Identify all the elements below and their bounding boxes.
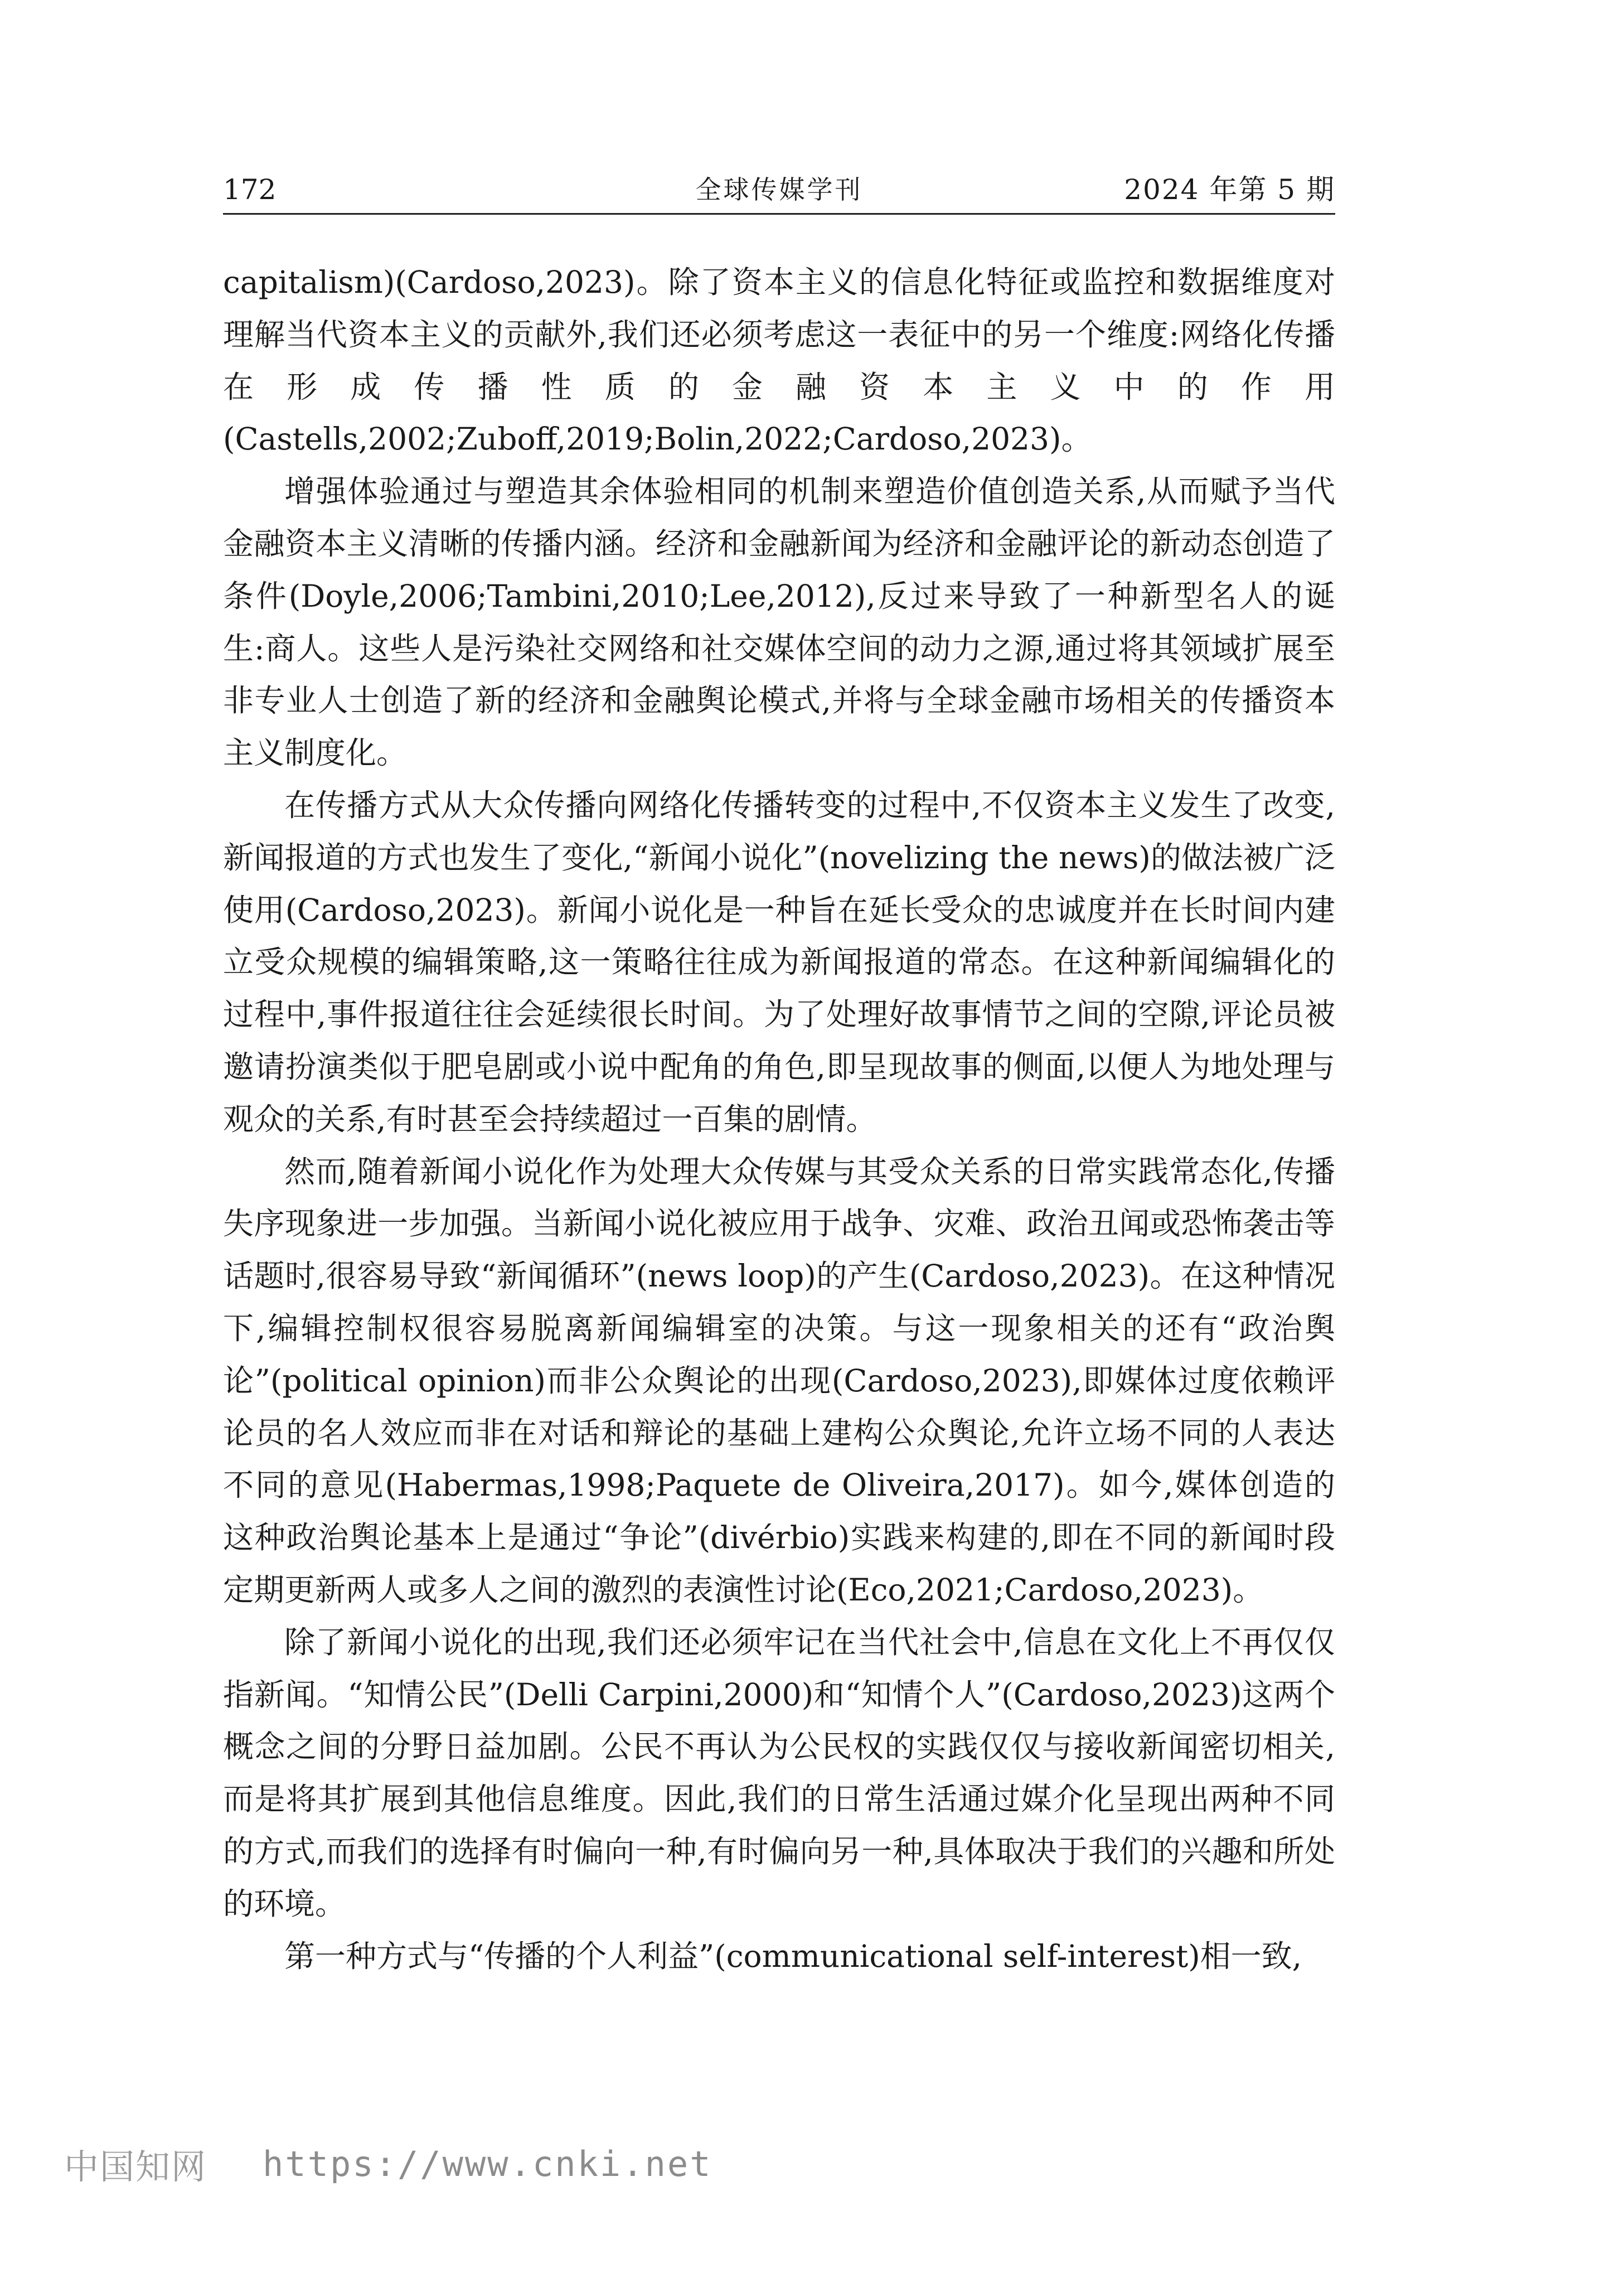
- watermark-site-name: 中国知网: [64, 2146, 207, 2187]
- journal-title: 全球传媒学刊: [695, 175, 863, 205]
- running-header: [223, 167, 1335, 215]
- paragraph-2: 增强体验通过与塑造其余体验相同的机制来塑造价值创造关系,从而赋予当代金融资本主义清晰的传播内涵。经济和金融新闻为经济和金融评论的新动态创造了条件(Doyle,2006;Tambini,2010;Lee,2012),反过来导致了一种新型名人的诞生:商人。这些人是污染社交网络和社交媒体空间的动力之源,通过将其领域扩展至非专业人士创造了新的经济和金融舆论模式,并将与全球金融市场相关的传播资本主义制度化。: [223, 473, 1335, 771]
- paragraph-5: 除了新闻小说化的出现,我们还必须牢记在当代社会中,信息在文化上不再仅仅指新闻。“知情公民”(Delli Carpini,2000)和“知情个人”(Cardoso,2023)这两个概念之间的分野日益加剧。公民不再认为公民权的实践仅仅与接收新闻密切相关,而是将其扩展到其他信息维度。因此,我们的日常生活通过媒介化呈现出两种不同的方式,而我们的选择有时偏向一种,有时偏向另一种,具体取决于我们的兴趣和所处的环境。: [223, 1624, 1335, 1922]
- watermark-url: https://www.cnki.net: [263, 2143, 712, 2184]
- article-body: [223, 257, 1335, 1982]
- paragraph-4: 然而,随着新闻小说化作为处理大众传媒与其受众关系的日常实践常态化,传播失序现象进一步加强。当新闻小说化被应用于战争、灾难、政治丑闻或恐怖袭击等话题时,很容易导致“新闻循环”(news loop)的产生(Cardoso,2023)。在这种情况下,编辑控制权很容易脱离新闻编辑室的决策。与这一现象相关的还有“政治舆论”(political opinion)而非公众舆论的出现(Cardoso,2023),即媒体过度依赖评论员的名人效应而非在对话和辩论的基础上建构公众舆论,允许立场不同的人表达不同的意见(Habermas,1998;Paquete de Oliveira,2017)。如今,媒体创造的这种政治舆论基本上是通过“争论”(divérbio)实践来构建的,即在不同的新闻时段定期更新两人或多人之间的激烈的表演性讨论(Eco,2021;Cardoso,2023)。: [223, 1153, 1335, 1608]
- paragraph-1: capitalism)(Cardoso,2023)。除了资本主义的信息化特征或监控和数据维度对理解当代资本主义的贡献外,我们还必须考虑这一表征中的另一个维度:网络化传播在形成传播性质的金融资本主义中的作用(Castells,2002;Zuboff,2019;Bolin,2022;Cardoso,2023)。: [223, 264, 1335, 457]
- issue-label: 2024 年第 5 期: [1124, 173, 1335, 206]
- cnki-watermark: [64, 2141, 712, 2186]
- paragraph-3: 在传播方式从大众传播向网络化传播转变的过程中,不仅资本主义发生了改变,新闻报道的方式也发生了变化,“新闻小说化”(novelizing the news)的做法被广泛使用(Cardoso,2023)。新闻小说化是一种旨在延长受众的忠诚度并在长时间内建立受众规模的编辑策略,这一策略往往成为新闻报道的常态。在这种新闻编辑化的过程中,事件报道往往会延续很长时间。为了处理好故事情节之间的空隙,评论员被邀请扮演类似于肥皂剧或小说中配角的角色,即呈现故事的侧面,以便人为地处理与观众的关系,有时甚至会持续超过一百集的剧情。: [223, 787, 1335, 1137]
- page-number: 172: [223, 173, 277, 206]
- paragraph-6: 第一种方式与“传播的个人利益”(communicational self-interest)相一致,: [284, 1938, 1302, 1974]
